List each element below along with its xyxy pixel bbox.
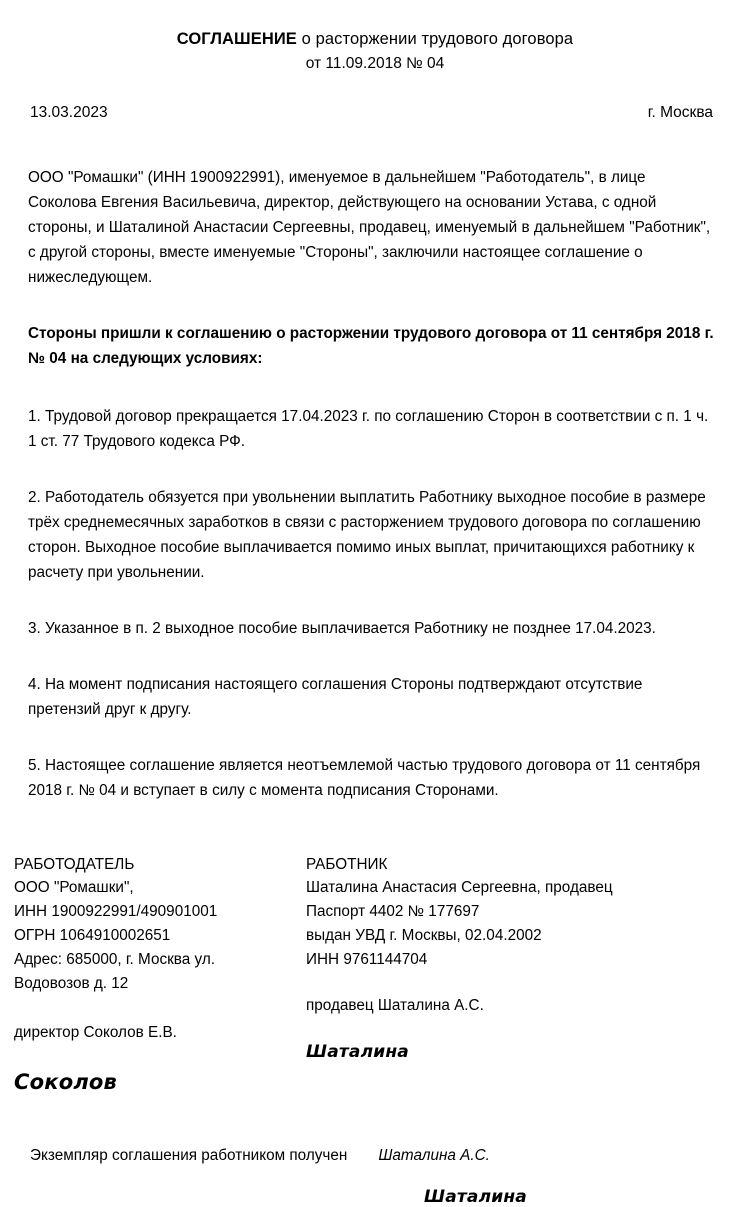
document-body: [0, 122, 750, 804]
employee-role: продавец Шаталина А.С.: [306, 996, 484, 1014]
employee-inn: ИНН 9761144704: [306, 951, 428, 969]
clause-1: 1. Трудовой договор прекращается 17.04.2023 г. по соглашению Сторон в соответствии с п. 1 ч. 1 ст. 77 Трудового кодекса РФ.: [28, 408, 709, 451]
page-title-bold: СОГЛАШЕНИЕ: [176, 30, 297, 48]
employer-inn-kpp: ИНН 1900922991/490901001: [14, 903, 218, 921]
employee-passport: Паспорт 4402 № 177697: [306, 903, 480, 921]
employer-company: ООО "Ромашки",: [14, 879, 134, 897]
employee-column: [306, 853, 750, 1093]
employer-role: директор Соколов Е.В.: [14, 1023, 177, 1041]
receipt-signature: Шаталина: [424, 1186, 527, 1207]
employee-passport-issued: выдан УВД г. Москвы, 02.04.2002: [306, 927, 542, 945]
clause-5: 5. Настоящее соглашение является неотъемлемой частью трудового договора от 11 сентября 2018 г. № 04 и вступает в силу с момента подписания Сторонами.: [28, 756, 701, 799]
document-date: 13.03.2023: [30, 104, 108, 121]
page-title-rest: о расторжении трудового договора: [296, 30, 574, 48]
employee-signature: Шаталина: [306, 1041, 409, 1062]
document-city: г. Москва: [647, 104, 713, 121]
clause-4: 4. На момент подписания настоящего соглашения Стороны подтверждают отсутствие претензий друг к другу.: [28, 675, 643, 718]
employer-column: [14, 853, 306, 1093]
employer-address-line-1: Адрес: 685000, г. Москва ул.: [14, 951, 216, 969]
signature-block: [0, 804, 750, 1093]
employee-name: Шаталина Анастасия Сергеевна, продавец: [306, 879, 613, 897]
employer-heading: РАБОТОДАТЕЛЬ: [14, 855, 135, 873]
page-title: [0, 0, 750, 50]
receipt-label: Экземпляр соглашения работником получен: [30, 1146, 348, 1164]
receipt-row: [0, 1093, 750, 1165]
clause-3: 3. Указанное в п. 2 выходное пособие выплачивается Работнику не позднее 17.04.2023.: [28, 619, 656, 637]
document-subtitle: от 11.09.2018 № 04: [305, 54, 445, 72]
employer-ogrn: ОГРН 1064910002651: [14, 927, 171, 945]
employer-address-line-2: Водовозов д. 12: [14, 974, 129, 992]
lead-paragraph: Стороны пришли к соглашению о расторжении трудового договора от 11 сентября 2018 г. № 04 на следующих условиях:: [28, 324, 714, 367]
employee-heading: РАБОТНИК: [306, 855, 388, 873]
intro-paragraph: ООО "Ромашки" (ИНН 1900922991), именуемое в дальнейшем "Работодатель", в лице Соколова Евгения Васильевича, директор, действующего на основании Устава, с одной стороны, и Шаталиной Анастасии Сергеевны, продавец, именуемый в дальнейшем "Работник", с другой стороны, вместе именуемые "Стороны", заключили настоящее соглашение о нижеследующем.: [28, 169, 711, 286]
clause-2: 2. Работодатель обязуется при увольнении выплатить Работнику выходное пособие в размере трёх среднемесячных заработков в связи с расторжением трудового договора по соглашению сторон. Выходное пособие выплачивается помимо иных выплат, причитающихся работнику к расчету при увольнении.: [28, 489, 706, 582]
employer-signature: Соколов: [14, 1069, 118, 1094]
document-meta: [0, 73, 750, 122]
receipt-name: Шаталина А.С.: [378, 1146, 490, 1164]
